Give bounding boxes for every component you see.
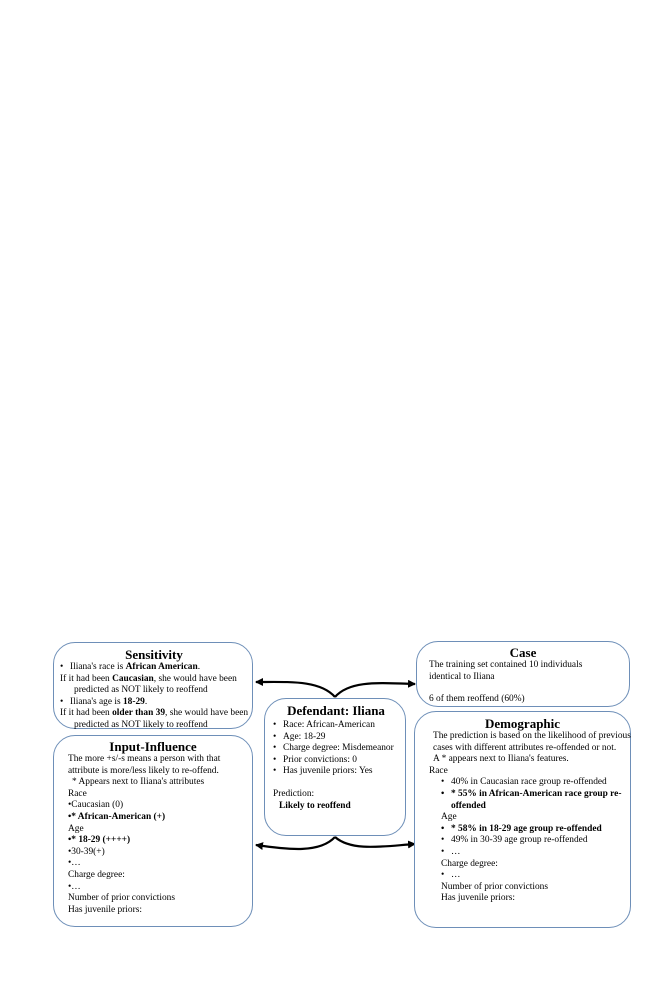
sensitivity-line-1: • Iliana's race is African American. [60, 662, 201, 672]
input-influence-title: Input-Influence [109, 739, 197, 754]
input-influence-line-2: attribute is more/less likely to re-offend. [68, 765, 219, 776]
sensitivity-box [53, 642, 253, 729]
demographic-box [414, 711, 631, 928]
case-line-2: identical to Iliana [429, 671, 495, 682]
arrow-to-input-influence [256, 837, 335, 849]
demographic-line-2: cases with different attributes re-offended or not. [433, 742, 617, 753]
sensitivity-line-4: • Iliana's age is 18-29. [60, 696, 148, 707]
demographic-line-7: offended [451, 800, 486, 811]
demographic-line-15: Has juvenile priors: [441, 893, 515, 904]
demographic-line-13: • … [441, 870, 461, 881]
input-influence-line-3: * Appears next to Iliana's attributes [72, 777, 205, 788]
defendant-box [264, 698, 406, 836]
input-influence-line-10: •… [68, 858, 81, 869]
demographic-line-14: Number of prior convictions [441, 881, 549, 892]
arrow-to-case [335, 683, 415, 697]
demographic-line-11: • … [441, 846, 461, 857]
arrow-to-sensitivity [256, 682, 335, 697]
demographic-line-10: • 49% in 30-39 age group re-offended [441, 835, 588, 846]
sensitivity-line-6: predicted as NOT likely to reoffend [74, 719, 208, 730]
case-line-1: The training set contained 10 individuals [429, 660, 583, 670]
input-influence-box [53, 735, 253, 927]
defendant-title: Defendant: Iliana [287, 703, 385, 718]
demographic-line-5: • 40% in Caucasian race group re-offended [441, 777, 607, 788]
input-influence-line-11: Charge degree: [68, 869, 125, 880]
defendant-item: • Race: African-American [273, 720, 375, 730]
prediction-label: Prediction: [273, 788, 315, 799]
defendant-item: • Prior convictions: 0 [273, 754, 357, 765]
demographic-title: Demographic [484, 716, 561, 731]
sensitivity-line-2: If it had been Caucasian, she would have been [60, 673, 237, 684]
demographic-line-4: Race [429, 765, 448, 776]
defendant-item: • Age: 18-29 [273, 731, 326, 742]
input-influence-line-9: •30-39(+) [68, 846, 105, 857]
arrow-to-demographic [335, 837, 415, 847]
input-influence-line-4: Race [68, 788, 87, 799]
sensitivity-title: Sensitivity [125, 647, 183, 662]
prediction-value: Likely to reoffend [279, 800, 351, 811]
input-influence-line-8: •* 18-29 (++++) [68, 835, 131, 846]
case-title: Case [509, 645, 537, 660]
input-influence-line-1: The more +s/-s means a person with that [68, 754, 221, 764]
input-influence-line-12: •… [68, 881, 81, 892]
defendant-item: • Charge degree: Misdemeanor [273, 743, 394, 754]
input-influence-line-6: •* African-American (+) [68, 811, 166, 822]
case-line-3: 6 of them reoffend (60%) [429, 694, 525, 705]
case-box [416, 641, 630, 707]
demographic-line-6: • * 55% in African-American race group re- [441, 788, 622, 799]
sensitivity-line-3: predicted as NOT likely to reoffend [74, 685, 208, 696]
demographic-line-3: A * appears next to Iliana's features. [433, 754, 569, 765]
demographic-line-8: Age [441, 812, 457, 823]
defendant-item: • Has juvenile priors: Yes [273, 766, 373, 777]
demographic-line-9: • * 58% in 18-29 age group re-offended [441, 823, 602, 834]
input-influence-line-5: •Caucasian (0) [68, 800, 124, 811]
input-influence-line-14: Has juvenile priors: [68, 904, 142, 915]
input-influence-line-7: Age [68, 823, 84, 834]
demographic-line-12: Charge degree: [441, 858, 498, 869]
sensitivity-line-5: If it had been older than 39, she would have been [60, 708, 249, 719]
input-influence-line-13: Number of prior convictions [68, 893, 176, 904]
demographic-line-1: The prediction is based on the likelihood of previous [433, 731, 631, 741]
